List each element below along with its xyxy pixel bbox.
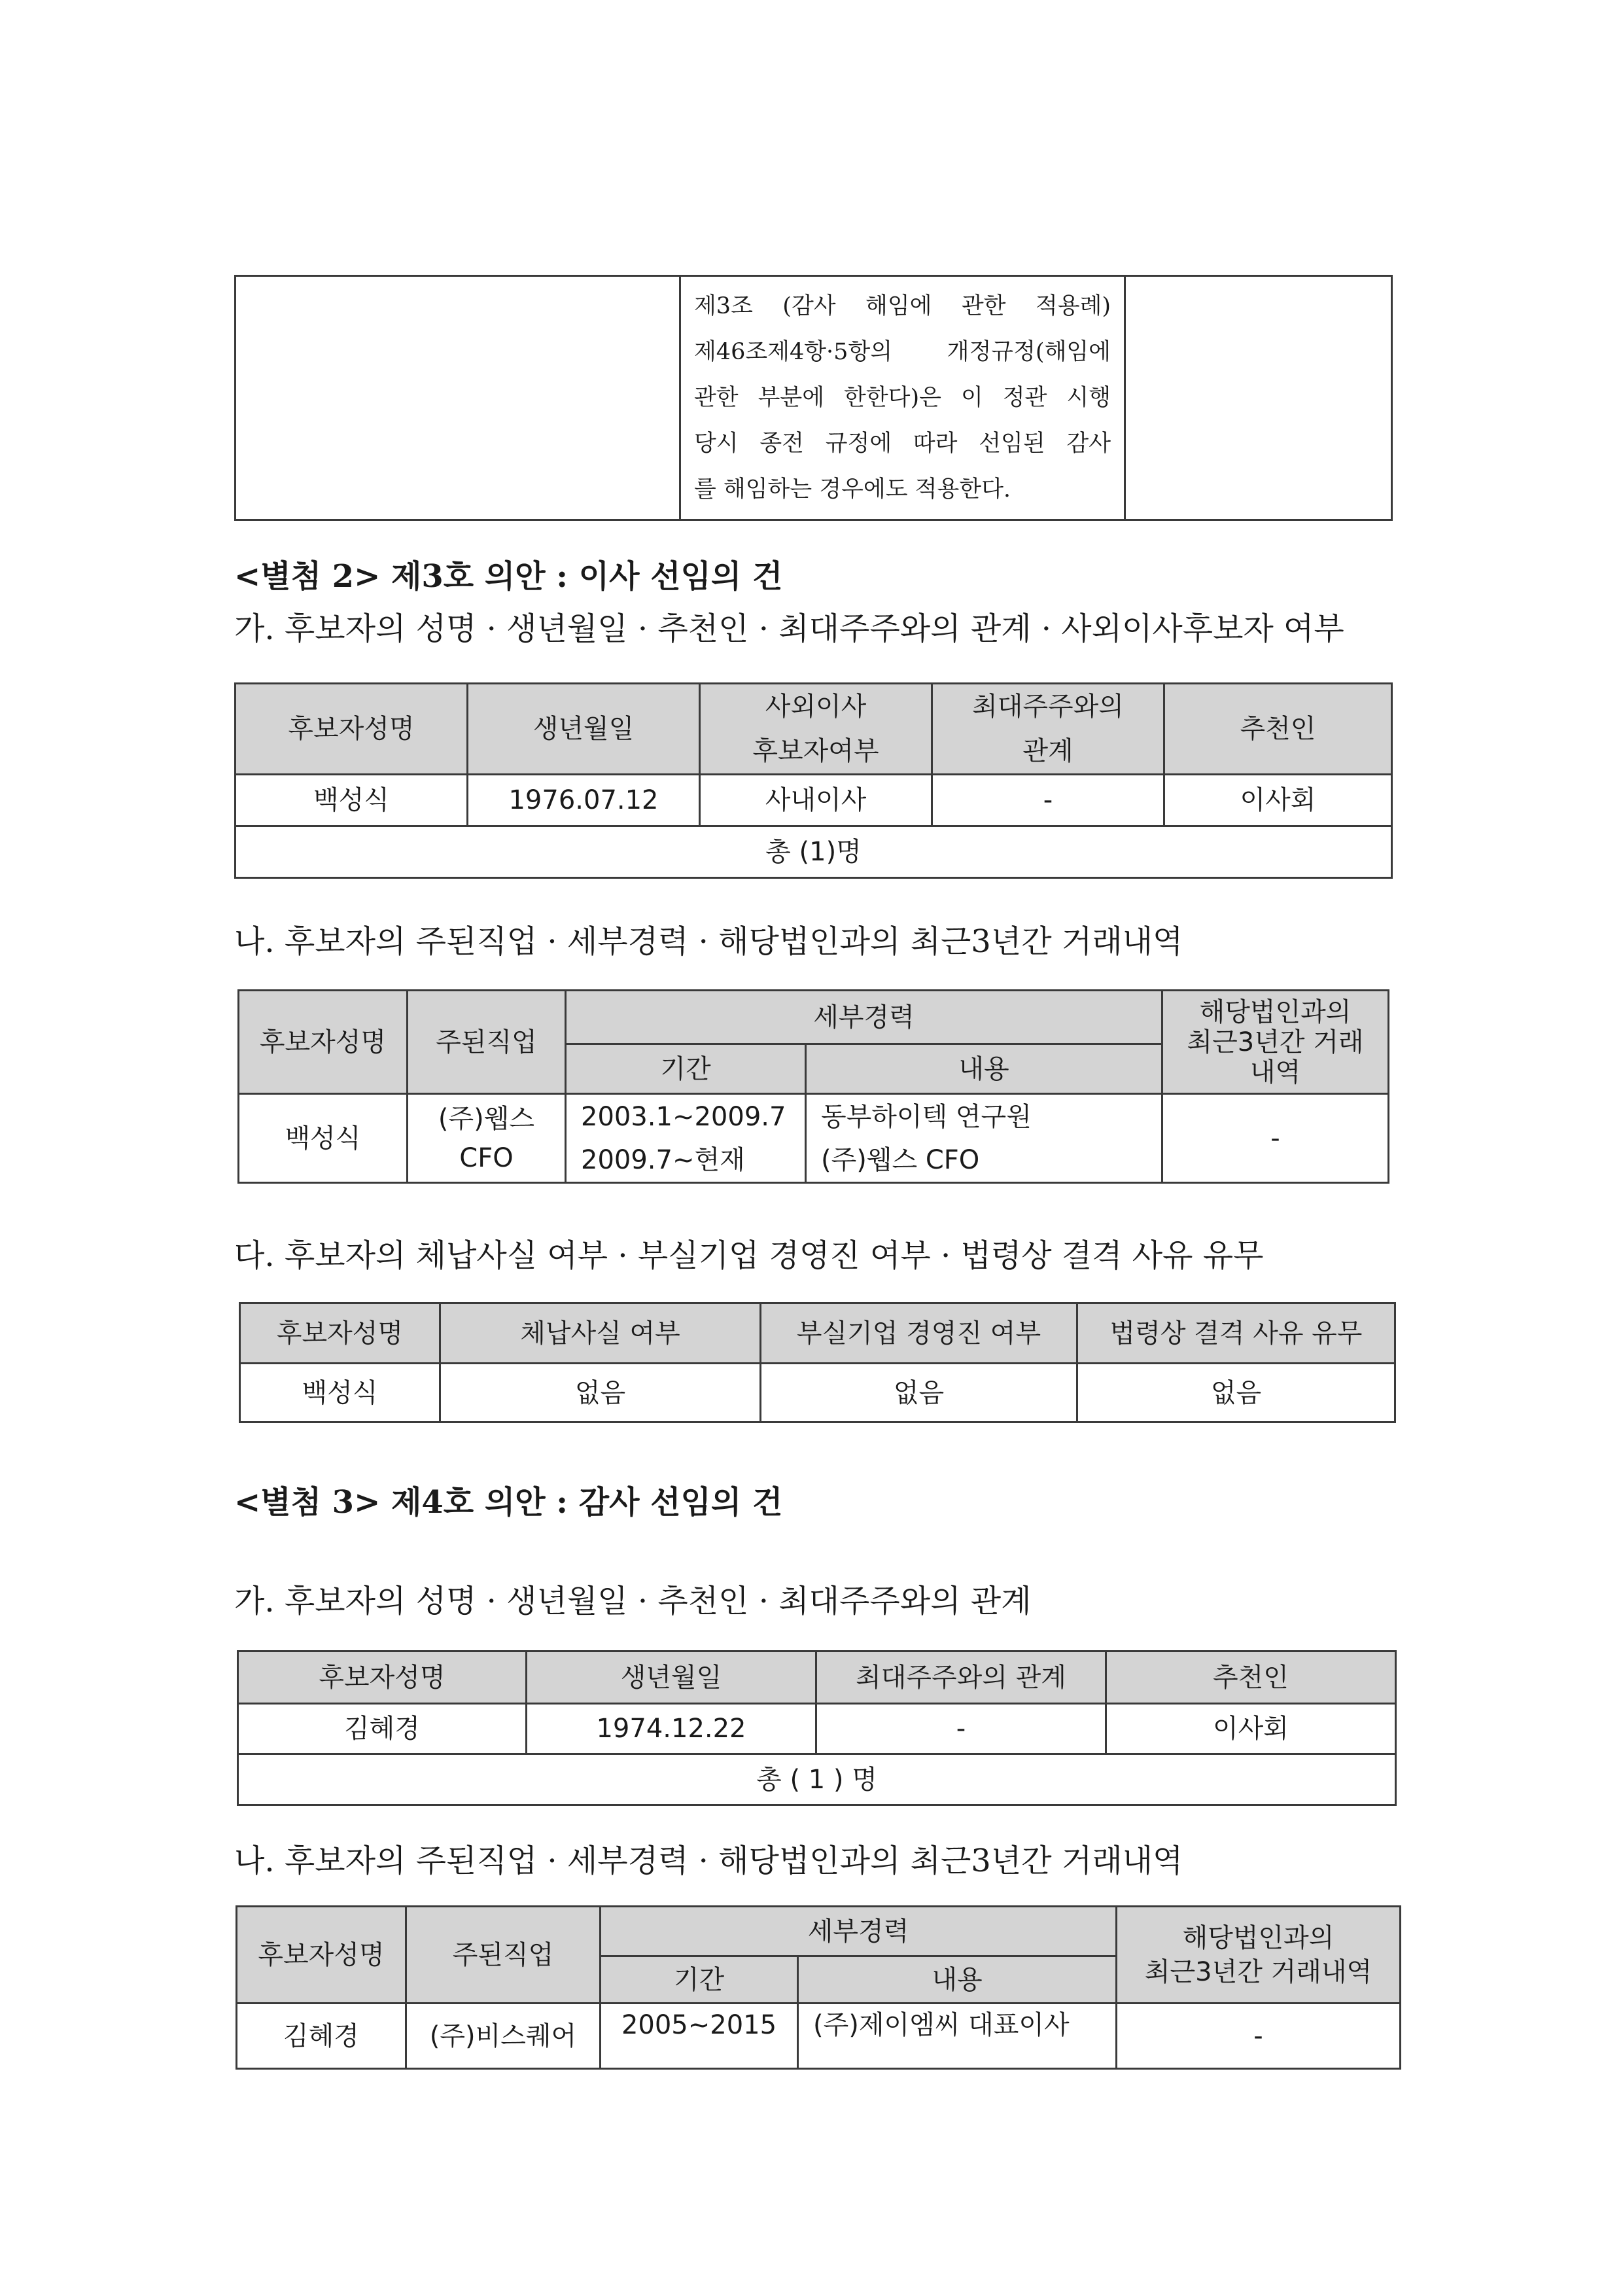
cell-name: 김혜경 — [237, 2004, 406, 2069]
cell-transactions: - — [1117, 2004, 1401, 2069]
section3-b-heading: 나. 후보자의 주된직업 · 세부경력 · 해당법인과의 최근3년간 거래내역 — [234, 1843, 1183, 1879]
header-line: 해당법인과의 — [1182, 1922, 1335, 1953]
cell-content: (주)제이엠씨 대표이사 — [798, 2004, 1117, 2069]
header-main-job: 주된직업 — [406, 1907, 601, 2004]
header-transactions — [1117, 1907, 1401, 2004]
articles-line: 관한 부분에 한한다)은 이 정관 시행 — [694, 385, 1111, 411]
table-row — [238, 1704, 1396, 1754]
articles-line: 를 해임하는 경우에도 적용한다. — [694, 476, 1011, 503]
header-career: 세부경력 — [566, 991, 1162, 1044]
header-recommender: 추천인 — [1164, 684, 1392, 775]
table-row — [239, 1094, 1389, 1183]
cell-name: 백성식 — [239, 1094, 408, 1183]
cell-relation: - — [816, 1704, 1106, 1754]
header-line: 해당법인과의 — [1199, 997, 1352, 1027]
header-candidate-name: 후보자성명 — [238, 1651, 527, 1704]
cell-period — [566, 1094, 806, 1183]
cell-birthdate: 1976.07.12 — [468, 775, 700, 826]
header-recommender: 추천인 — [1106, 1651, 1396, 1704]
header-tax-delinquency: 체납사실 여부 — [440, 1303, 761, 1364]
header-outside-director — [700, 684, 932, 775]
cell-line: (주)웹스 — [438, 1103, 535, 1134]
header-line: 최근3년간 거래 — [1187, 1027, 1364, 1057]
articles-cell-empty-right — [1125, 276, 1392, 520]
cell-name: 백성식 — [240, 1364, 440, 1422]
section3-a-heading: 가. 후보자의 성명 · 생년월일 · 추천인 · 최대주주와의 관계 — [234, 1583, 1032, 1619]
header-career: 세부경력 — [601, 1907, 1117, 1956]
header-line: 관계 — [1022, 736, 1073, 766]
cell-line: 동부하이텍 연구원 — [821, 1101, 1032, 1132]
header-insolvent-management: 부실기업 경영진 여부 — [761, 1303, 1077, 1364]
director-disqualification-table — [239, 1302, 1396, 1423]
header-line: 사외이사 — [765, 692, 867, 722]
cell-outside-director: 사내이사 — [700, 775, 932, 826]
cell-main-job — [408, 1094, 566, 1183]
header-candidate-name: 후보자성명 — [237, 1907, 406, 2004]
header-birthdate: 생년월일 — [468, 684, 700, 775]
cell-transactions: - — [1162, 1094, 1389, 1183]
header-candidate-name: 후보자성명 — [239, 991, 408, 1094]
header-line: 내역 — [1249, 1057, 1301, 1087]
header-major-shareholder-relation: 최대주주와의 관계 — [816, 1651, 1106, 1704]
auditor-candidate-table — [237, 1650, 1397, 1806]
director-career-table — [237, 989, 1389, 1184]
articles-cell-empty-left — [236, 276, 680, 520]
cell-period: 2005~2015 — [601, 2004, 798, 2069]
articles-line: 당시 종전 규정에 따라 선임된 감사 — [694, 431, 1111, 457]
articles-line: 제3조 (감사 해임에 관한 적용례) — [694, 293, 1111, 319]
section2-title: <별첨 2> 제3호 의안 : 이사 선임의 건 — [234, 558, 783, 595]
articles-line: 제46조제4항·5항의 개정규정(해임에 — [694, 339, 1111, 365]
cell-content — [806, 1094, 1162, 1183]
header-period: 기간 — [566, 1044, 806, 1094]
auditor-career-table — [236, 1905, 1401, 2070]
cell-recommender: 이사회 — [1164, 775, 1392, 826]
cell-recommender: 이사회 — [1106, 1704, 1396, 1754]
header-line: 후보자여부 — [752, 736, 879, 766]
table-row — [237, 2004, 1401, 2069]
cell-line: 2003.1~2009.7 — [581, 1101, 786, 1132]
header-line: 최근3년간 거래내역 — [1144, 1956, 1372, 1987]
cell-total: 총 ( 1 ) 명 — [238, 1754, 1396, 1805]
header-transactions — [1162, 991, 1389, 1094]
cell-line: 2009.7~현재 — [581, 1144, 745, 1175]
header-birthdate: 생년월일 — [527, 1651, 816, 1704]
cell-name: 백성식 — [236, 775, 468, 826]
header-period: 기간 — [601, 1956, 798, 2004]
header-candidate-name: 후보자성명 — [240, 1303, 440, 1364]
header-content: 내용 — [806, 1044, 1162, 1094]
header-main-job: 주된직업 — [408, 991, 566, 1094]
cell-insolvent-management: 없음 — [761, 1364, 1077, 1422]
cell-name: 김혜경 — [238, 1704, 527, 1754]
director-candidate-table — [234, 682, 1393, 879]
cell-birthdate: 1974.12.22 — [527, 1704, 816, 1754]
cell-line: (주)웹스 CFO — [821, 1144, 980, 1175]
cell-total: 총 (1)명 — [236, 826, 1392, 878]
header-candidate-name: 후보자성명 — [236, 684, 468, 775]
header-major-shareholder-relation — [932, 684, 1164, 775]
cell-legal-disqualification: 없음 — [1077, 1364, 1395, 1422]
header-legal-disqualification: 법령상 결격 사유 유무 — [1077, 1303, 1395, 1364]
cell-line: CFO — [459, 1142, 514, 1173]
header-content: 내용 — [798, 1956, 1117, 2004]
table-row — [236, 775, 1392, 826]
section2-b-heading: 나. 후보자의 주된직업 · 세부경력 · 해당법인과의 최근3년간 거래내역 — [234, 923, 1183, 960]
articles-table — [234, 275, 1393, 521]
cell-relation: - — [932, 775, 1164, 826]
section2-c-heading: 다. 후보자의 체납사실 여부 · 부실기업 경영진 여부 · 법령상 결격 사유 유무 — [234, 1237, 1264, 1274]
section3-title: <별첨 3> 제4호 의안 : 감사 선임의 건 — [234, 1484, 783, 1521]
table-row — [240, 1364, 1395, 1422]
header-line: 최대주주와의 — [972, 692, 1124, 722]
articles-cell-amendment — [680, 276, 1125, 520]
cell-main-job: (주)비스퀘어 — [406, 2004, 601, 2069]
cell-tax-delinquency: 없음 — [440, 1364, 761, 1422]
section2-a-heading: 가. 후보자의 성명 · 생년월일 · 추천인 · 최대주주와의 관계 · 사외이사후보자 여부 — [234, 610, 1344, 647]
